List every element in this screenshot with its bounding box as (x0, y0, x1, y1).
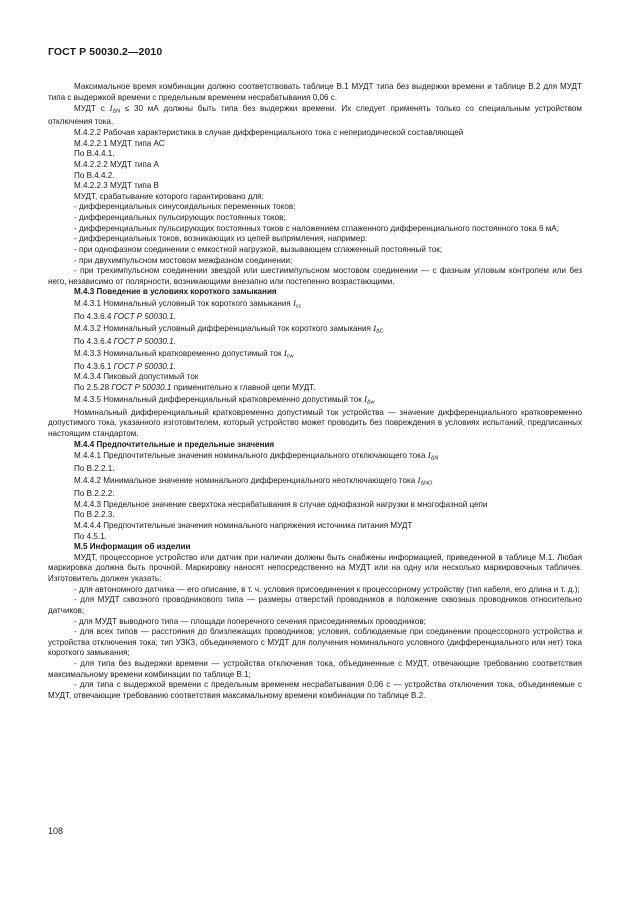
paragraph: По 4.3.6.4 ГОСТ Р 50030.1. (74, 336, 176, 346)
paragraph: М.4.3.2 Номинальный условный дифференциальный ток короткого замыкания $I_{\Delta C}$ (74, 322, 384, 335)
paragraph: М.4.3.4 Пиковый допустимый ток (74, 372, 199, 382)
paragraph: По 4.3.6.4 ГОСТ Р 50030.1. (74, 312, 176, 322)
paragraph: МУДТ с $I_{\Delta N} \le 30$ мА должны быть типа без выдержки времени. Их следует применять только со специальным устройством отключения тока. (48, 103, 582, 127)
list-item: - для типа с выдержкой времени с предельным временем несрабатывания 0,06 с — устройства отключения тока, объединяемые с МУДТ, отвечающие требованию соответствия максимальному времени комбинации по таблице В.2. (48, 680, 582, 700)
document-body (48, 82, 582, 702)
list-item: - для МУДТ сквозного проводникового типа — размеры отверстий проводников и положение сквозных проводников относительно датчиков; (48, 595, 582, 615)
paragraph: М.4.4.3 Предельное значение сверхтока несрабатывания в случае однофазной нагрузки в многофазной цепи (74, 499, 488, 509)
formula-symbol: $I_{\Delta N}$ (427, 450, 439, 462)
formula-symbol: $I_{\Delta N}$ (109, 103, 121, 115)
paragraph: По В.4.4.1. (74, 149, 115, 159)
formula-symbol: $I_{\Delta C}$ (373, 322, 384, 335)
paragraph: МУДТ, процессорное устройство или датчик при наличии должны быть снабжены информацией, приведенной в таблице М.1. Любая маркировка должна быть прочной. Маркировку наносят непосредственно на МУДТ или на одну или несколько маркировочных табличек. Изготовитель должен указать: (48, 552, 582, 583)
list-item: - для всех типов — расстояния до близлежащих проводников; условия, соблюдаемые при соединении процессорного устройства и устройства отключения тока; тип УЗКЗ, объединяемого с МУДТ для получения номинального условного (дифференциального или нет) тока короткого замыкания; (48, 627, 582, 658)
paragraph: По В.2.2.3. (74, 510, 115, 520)
list-item: - дифференциальных пульсирующих постоянных токов с наложением сглаженного дифференциального постоянного тока 6 мА; (74, 223, 559, 233)
section-heading: М.4.4 Предпочтительные и предельные значения (74, 439, 275, 449)
paragraph: М.4.4.2 Минимальное значение номинального дифференциального неотключающего тока $I_{\Delta NO}$ (74, 474, 433, 487)
document-header: ГОСТ Р 50030.2—2010 (48, 46, 163, 58)
paragraph: По В.2.2.1. (74, 464, 115, 474)
paragraph: М.4.2.2.1 МУДТ типа АС (74, 138, 165, 148)
paragraph: М.4.2.2 Рабочая характеристика в случае дифференциального тока с непериодической составляющей (74, 128, 464, 137)
list-item: - дифференциальных пульсирующих постоянных токов; (74, 213, 286, 222)
paragraph: М.4.3.5 Номинальный дифференциальный кратковременно допустимый ток $I_{\Delta w}$ (74, 393, 375, 405)
paragraph: Максимальное время комбинации должно соответствовать таблице В.1 МУДТ типа без выдержки времени и таблице В.2 для МУДТ типа с выдержкой времени с предельным временем несрабатывания 0,06 с. (48, 82, 582, 102)
paragraph: По 4.3.6.1 ГОСТ Р 50030.1. (74, 361, 176, 371)
paragraph: МУДТ, срабатывание которого гарантировано для: (74, 191, 264, 201)
list-item: - при двухимпульсном мостовом межфазном соединении; (74, 255, 293, 265)
paragraph: М.4.3.1 Номинальный условный ток короткого замыкания $I_{cc}$ (74, 298, 302, 310)
formula-symbol: $I_{\Delta w}$ (364, 393, 375, 405)
formula-symbol: $I_{\Delta NO}$ (417, 474, 433, 487)
paragraph: По В.4.4.2. (74, 170, 115, 180)
paragraph: М.4.2.2.3 МУДТ типа В (74, 181, 159, 191)
paragraph: Номинальный дифференциальный кратковременно допустимый ток устройства — значение дифференциального кратковременно допустимого тока, указанного изготовителем, который устройство может проводить без повреждения в условиях испытаний, предписанных настоящим стандартом. (48, 407, 582, 438)
list-item: - для МУДТ выводного типа — площади поперечного сечения присоединяемых проводников; (74, 616, 426, 626)
paragraph: По 2.5.28 ГОСТ Р 50030.1 применительно к главной цепи МУДТ. (74, 382, 316, 392)
formula-symbol: $I_{cw}$ (283, 347, 294, 359)
paragraph: М.4.4.1 Предпочтительные значения номинального дифференциального отключающего тока $I_{\Delta N}$ (74, 450, 439, 462)
formula-symbol: $I_{cc}$ (292, 298, 302, 310)
list-item: - при однофазном соединении с емкостной нагрузкой, вызывающем сглаженный постоянный ток; (74, 244, 443, 254)
list-item: - дифференциальных токов, возникающих из цепей выпрямления, например: (74, 234, 368, 244)
paragraph: М.4.3.3 Номинальный кратковременно допустимый ток $I_{cw}$ (74, 347, 294, 359)
list-item: - дифференциальных синусоидальных переменных токов; (74, 202, 296, 212)
list-item: - при трехимпульсном соединении звездой или шестиимпульсном мостовом соединении — с фазным угловым контролем или без него, независимо от полярности, возникающими внезапно или постепенно возрастающими. (48, 266, 582, 286)
section-heading: М.4.3 Поведение в условиях короткого замыкания (74, 287, 277, 297)
paragraph: М.4.4.4 Предпочтительные значения номинального напряжения источника питания МУДТ (74, 520, 413, 530)
paragraph: По В.2.2.2. (74, 489, 115, 498)
list-item: - для автономного датчика — его описание, в т. ч. условия присоединения к процессорному устройству (тип кабеля, его длина и т. д.); (74, 584, 580, 594)
section-heading: М.5 Информация об изделии (74, 542, 191, 552)
page-number: 108 (48, 826, 64, 836)
list-item: - для типа без выдержки времени — устройства отключения тока, объединенные с МУДТ, отвечающие требованию соответствия максимальному времени комбинации по таблице В.1; (48, 659, 582, 679)
paragraph: М.4.2.2.2 МУДТ типа А (74, 159, 159, 169)
paragraph: По 4.5.1. (74, 531, 107, 541)
